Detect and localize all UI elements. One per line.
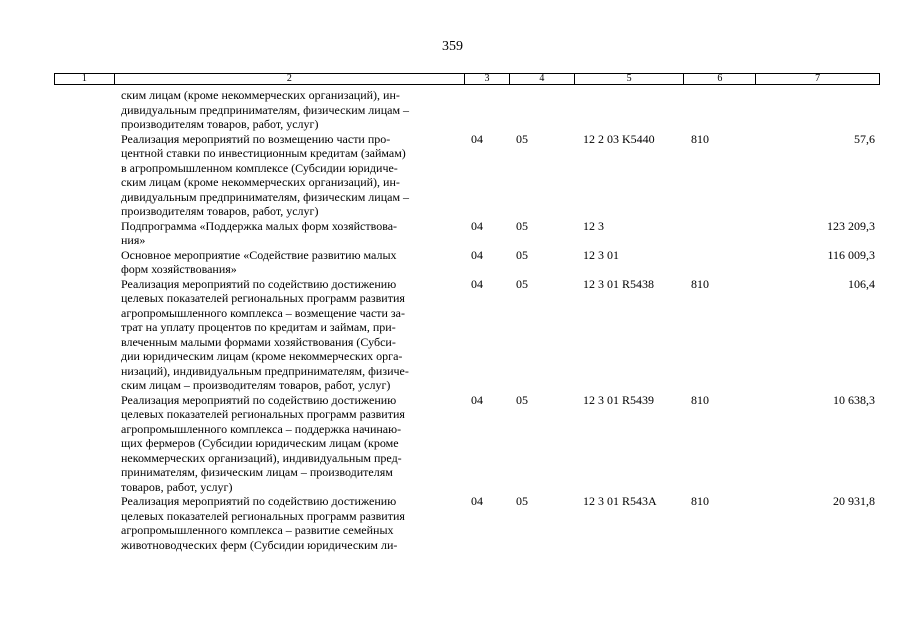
- subsection-code: 05: [516, 494, 528, 508]
- description-line: центной ставки по инвестиционным кредитам (займам): [121, 146, 406, 160]
- target-article-code: 12 2 03 K5440: [583, 131, 655, 146]
- row-description: [121, 132, 461, 219]
- table-row: [0, 219, 905, 248]
- description-line: Подпрограмма «Поддержка малых форм хозяйствова-: [121, 218, 398, 233]
- expense-type-code: 810: [691, 276, 709, 291]
- description-line: Реализация мероприятий по содействию достижению: [121, 276, 397, 291]
- amount: 106,4: [848, 276, 875, 291]
- column-header-6: 6: [684, 74, 756, 84]
- target-article-code: 12 3 01 R5438: [583, 276, 655, 291]
- description-line: форм хозяйствования»: [121, 262, 237, 276]
- table-row: [0, 132, 905, 219]
- column-header-4: 4: [510, 74, 575, 84]
- target-article-code: 12 3 01 R5439: [583, 392, 655, 407]
- description-line: Основное мероприятие «Содействие развитию малых: [121, 247, 397, 262]
- column-header-3: 3: [465, 74, 510, 84]
- expense-type-code: 810: [691, 131, 709, 146]
- description-line: целевых показателей региональных программ развития: [121, 291, 405, 305]
- description-line: трат на уплату процентов по кредитам и займам, при-: [121, 320, 396, 334]
- description-line: ния»: [121, 233, 146, 247]
- description-line: Реализация мероприятий по возмещению части про-: [121, 131, 391, 146]
- description-line: принимателям, физическим лицам – производителям: [121, 465, 393, 479]
- row-description: [121, 494, 461, 552]
- table-row: [0, 494, 905, 552]
- description-line: агропромышленного комплекса – возмещение части за-: [121, 305, 405, 320]
- description-line: товаров, работ, услуг): [121, 479, 233, 494]
- description-line: производителям товаров, работ, услуг): [121, 204, 319, 218]
- section-code: 04: [471, 247, 483, 262]
- target-article-code: 12 3 01: [583, 247, 619, 262]
- table-row: [0, 248, 905, 277]
- table-row: [0, 393, 905, 495]
- description-line: целевых показателей региональных программ развития: [121, 407, 405, 421]
- description-line: щих фермеров (Субсидии юридическим лицам (кроме: [121, 436, 399, 450]
- section-code: 04: [471, 276, 483, 291]
- description-line: производителям товаров, работ, услуг): [121, 117, 319, 131]
- page-number: 359: [442, 39, 463, 54]
- description-line: некоммерческих организаций), индивидуальным пред-: [121, 450, 402, 465]
- description-line: влеченным малыми формами хозяйствования (Субси-: [121, 334, 396, 349]
- row-description: [121, 393, 461, 495]
- description-line: дии юридическим лицам (кроме некоммерческих орга-: [121, 349, 403, 363]
- description-line: Реализация мероприятий по содействию достижению: [121, 392, 397, 407]
- table-row: [0, 88, 905, 132]
- row-description: [121, 248, 461, 277]
- amount: 123 209,3: [827, 218, 875, 233]
- description-line: ским лицам (кроме некоммерческих организаций), ин-: [121, 175, 400, 189]
- description-line: ским лицам (кроме некоммерческих организаций), ин-: [121, 88, 400, 102]
- description-line: дивидуальным предпринимателям, физическим лицам –: [121, 189, 410, 204]
- table-header: [54, 73, 880, 85]
- column-header-1: 1: [55, 74, 115, 84]
- section-code: 04: [471, 494, 483, 508]
- description-line: целевых показателей региональных программ развития: [121, 508, 405, 523]
- description-line: дивидуальным предпринимателям, физическим лицам –: [121, 102, 410, 117]
- expense-type-code: 810: [691, 392, 709, 407]
- amount: 57,6: [854, 131, 875, 146]
- expense-type-code: 810: [691, 494, 709, 508]
- column-header-5: 5: [575, 74, 685, 84]
- description-line: в агропромышленном комплексе (Субсидии юридиче-: [121, 160, 398, 175]
- column-header-2: 2: [115, 74, 465, 84]
- target-article-code: 12 3 01 R543A: [583, 494, 657, 508]
- description-line: агропромышленного комплекса – поддержка начинаю-: [121, 421, 402, 436]
- description-line: ским лицам – производителям товаров, работ, услуг): [121, 378, 391, 392]
- section-code: 04: [471, 218, 483, 233]
- subsection-code: 05: [516, 247, 528, 262]
- subsection-code: 05: [516, 131, 528, 146]
- amount: 20 931,8: [833, 494, 875, 508]
- amount: 10 638,3: [833, 392, 875, 407]
- row-description: [121, 219, 461, 248]
- description-line: Реализация мероприятий по содействию достижению: [121, 494, 397, 508]
- target-article-code: 12 3: [583, 218, 604, 233]
- subsection-code: 05: [516, 276, 528, 291]
- amount: 116 009,3: [827, 247, 875, 262]
- row-description: [121, 88, 461, 132]
- table-body: [0, 88, 905, 552]
- row-description: [121, 277, 461, 393]
- description-line: низаций), индивидуальным предпринимателям, физиче-: [121, 363, 409, 378]
- section-code: 04: [471, 131, 483, 146]
- table-row: [0, 277, 905, 393]
- column-header-7: 7: [815, 73, 821, 84]
- description-line: животноводческих ферм (Субсидии юридическим ли-: [121, 537, 398, 552]
- subsection-code: 05: [516, 392, 528, 407]
- description-line: агропромышленного комплекса – развитие семейных: [121, 523, 394, 537]
- subsection-code: 05: [516, 218, 528, 233]
- section-code: 04: [471, 392, 483, 407]
